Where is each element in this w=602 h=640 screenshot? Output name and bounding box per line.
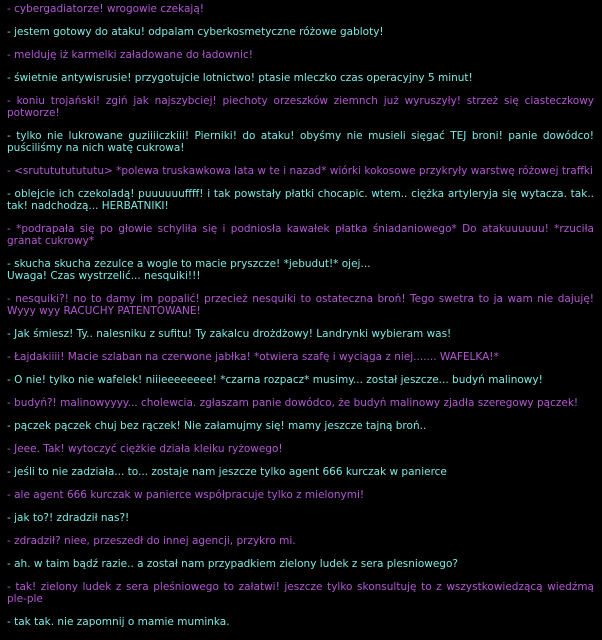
chat-line-8: - oblejcie ich czekoladą! puuuuuuffff! i tak powstały płatki chocapic. wtem.. ciężka artyleryja się wytacza. tak.. tak! nadchodzą... HERBATNIKI! — [7, 188, 594, 212]
chat-line-15: - budyń?! malinowyyyy... cholewcia. zgłaszam panie dowódco, że budyń malinowy zjadła szeregowy pączek! — [7, 397, 579, 409]
chat-line-10-part-1: - skucha skucha zezulce a wogle to macie pryszcze! *jebudut!* ojej... — [7, 258, 371, 270]
chat-line-3: - melduję iż karmelki załadowane do ładownic! — [7, 49, 253, 61]
chat-line-21: - zdradził? niee, przeszedł do innej agencji, przykro mi. — [7, 535, 296, 547]
chat-line-10 — [7, 258, 594, 282]
chat-line-4: - świetnie antywisrusie! przygotujcie lotnictwo! ptasie mleczko czas operacyjny 5 minut! — [7, 72, 473, 84]
chat-line-18: - jeśli to nie zadziała... to... zostaje nam jeszcze tylko agent 666 kurczak w panierce — [7, 466, 447, 478]
chat-line-6: - tylko nie lukrowane guziiiiczkiii! Pierniki! do ataku! obyśmy nie musieli sięgać TEJ broni! panie dowódco! puściliśmy na nich watę cukrowa! — [7, 130, 594, 154]
chat-line-19: - ale agent 666 kurczak w panierce współpracuje tylko z mielonymi! — [7, 489, 365, 501]
chat-line-11: - nesquiki?! no to damy im popalić! przecież nesquiki to ostateczna broń! Tego swetra to ja wam nie dajuję! Wyyy wyy RACUCHY PATENTOWANE! — [7, 293, 594, 317]
chat-line-20: - jak to?! zdradził nas?! — [7, 512, 130, 524]
chat-line-22: - ah. w taim bądź razie.. a został nam przypadkiem zielony ludek z sera plesniowego? — [7, 558, 458, 570]
chat-line-7: - <srututututututu> *polewa truskawkowa lata w te i nazad* wiórki kokosowe przykryły warstwę różowej traffki — [7, 165, 593, 177]
chat-line-5: - koniu trojański! zgiń jak najszybciej! piechoty orzeszków ziemnch już wyruszyły! strzeż się ciasteczkowy potworze! — [7, 95, 594, 119]
chat-line-14: - O nie! tylko nie wafelek! niiieeeeeeee! *czarna rozpacz* musimy... został jeszcze... budyń malinowy! — [7, 374, 543, 386]
chat-line-1: - cybergadiatorze! wrogowie czekają! — [7, 3, 204, 15]
chat-line-16: - pączek pączek chuj bez rączek! Nie załamujmy się! mamy jeszcze tajną broń.. — [7, 420, 427, 432]
chat-line-24: - tak tak. nie zapomnij o mamie muminka. — [7, 616, 230, 628]
chat-line-13: - Łajdakiiii! Macie szlaban na czerwone jabłka! *otwiera szafę i wyciąga z niej....... WAFELKA!* — [7, 351, 499, 363]
chat-line-23: - tak! zielony ludek z sera pleśniowego to załatwi! jeszcze tylko skonsultuję to z wszystkowiedzącą wiedźmą ple-ple — [7, 581, 594, 605]
chat-line-12: - Jak śmiesz! Ty.. nalesniku z sufitu! Ty zakalcu drożdżowy! Landrynki wybieram was! — [7, 328, 452, 340]
chat-line-9: - *podrapała się po głowie schyliła się i podniosła kawałek płatka śniadaniowego* Do atakuuuuuu! *rzuciła granat cukrowy* — [7, 223, 594, 247]
chat-line-2: - jestem gotowy do ataku! odpalam cyberkosmetyczne różowe gabloty! — [7, 26, 384, 38]
chat-line-10-part-2: Uwaga! Czas wystrzelić... nesquiki!!! — [7, 270, 201, 282]
chat-line-17: - Jeee. Tak! wytoczyć ciężkie działa kleiku ryżowego! — [7, 443, 283, 455]
